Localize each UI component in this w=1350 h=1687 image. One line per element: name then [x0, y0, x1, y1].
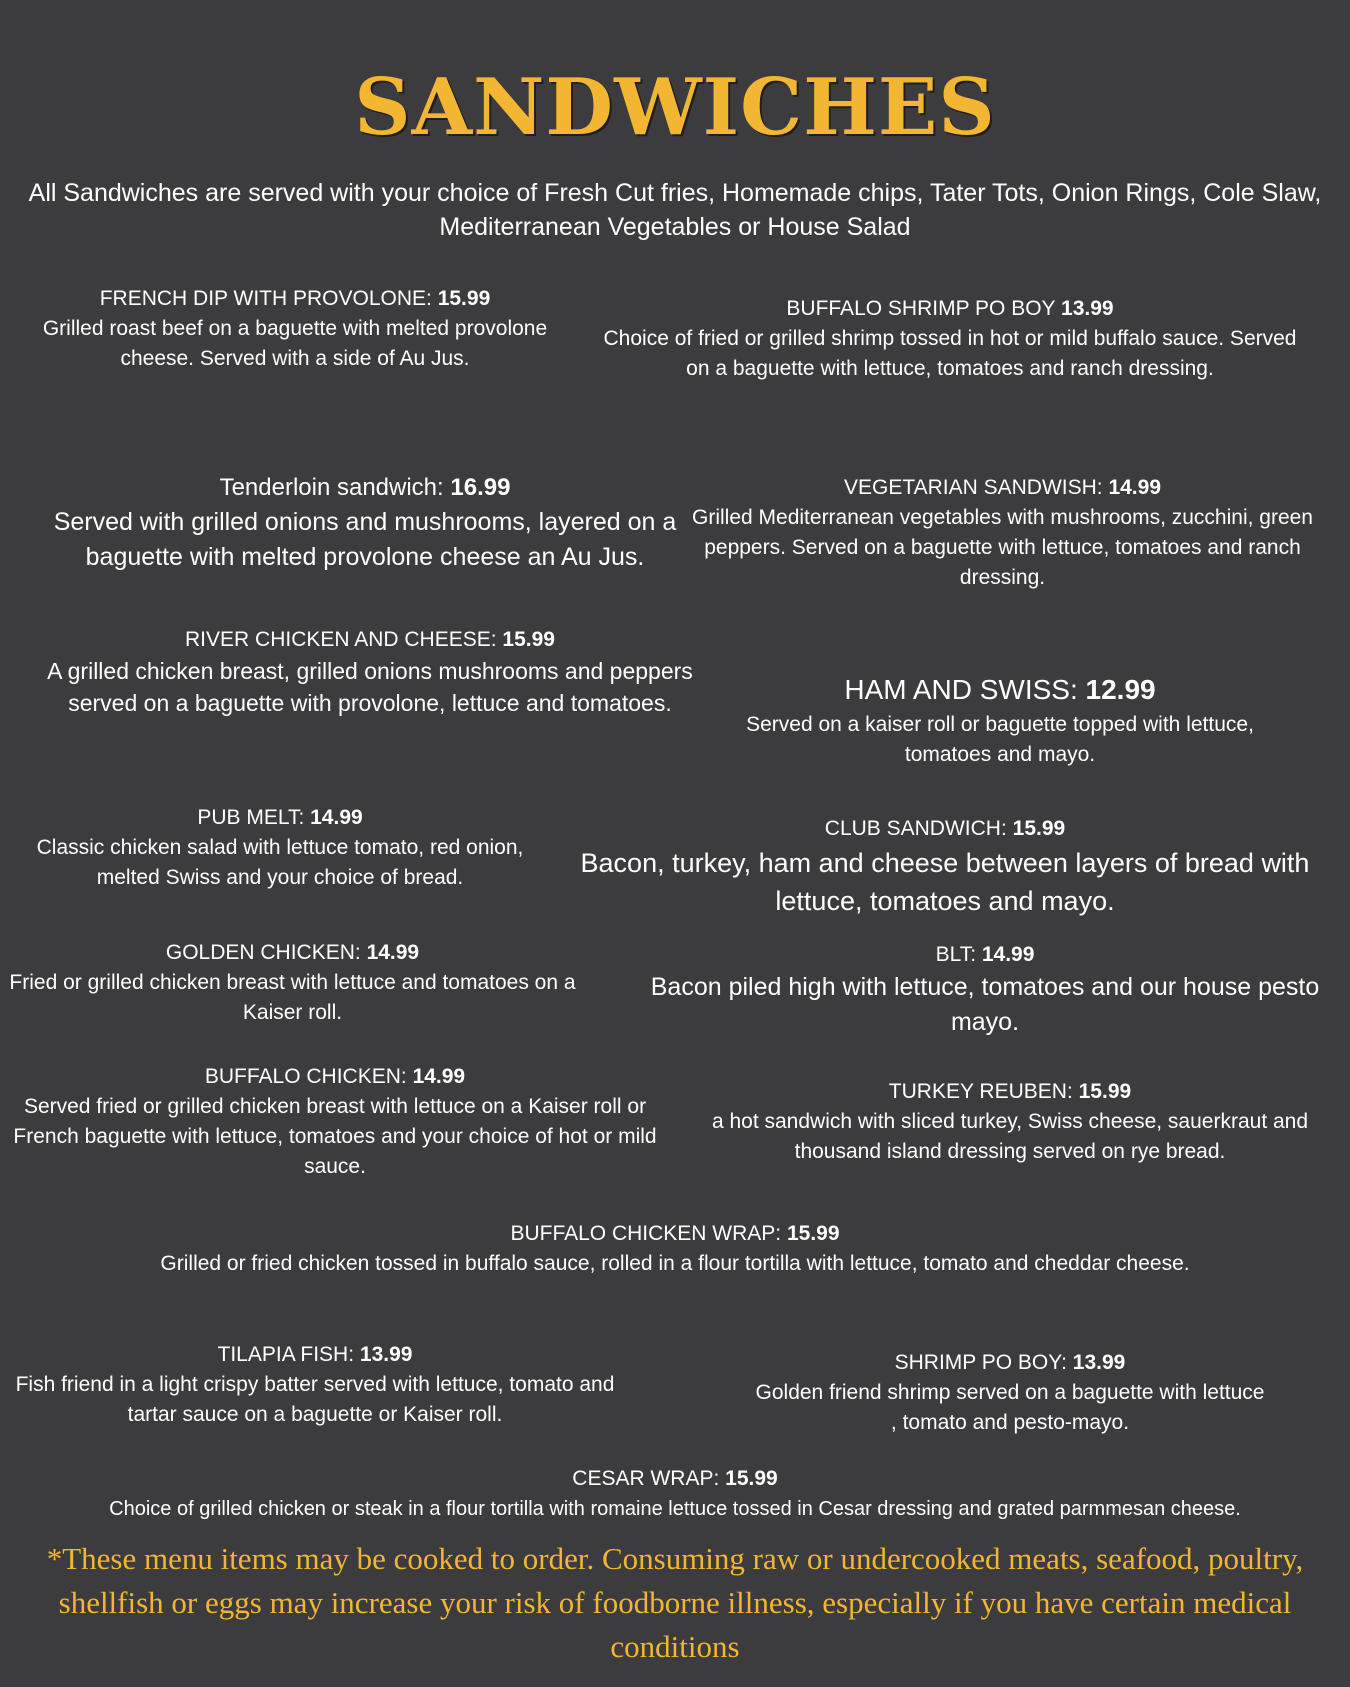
- item-description: a hot sandwich with sliced turkey, Swiss cheese, sauerkraut and thousand island dressing served on rye bread.: [711, 1110, 1309, 1163]
- item-name: CESAR WRAP:: [572, 1467, 726, 1490]
- item-heading: [700, 1077, 1320, 1107]
- menu-item-ham-and-swiss: [740, 670, 1260, 770]
- item-name: SHRIMP PO BOY:: [894, 1351, 1073, 1374]
- item-name: CLUB SANDWICH:: [824, 817, 1013, 840]
- menu-item-tilapia-fish: [0, 1340, 630, 1430]
- item-heading: [740, 670, 1260, 710]
- menu-item-cesar-wrap: [5, 1464, 1345, 1524]
- item-heading: [750, 1348, 1270, 1378]
- item-price: 13.99: [1072, 1351, 1126, 1374]
- item-heading: [50, 470, 680, 505]
- menu-item-vegetarian: [675, 473, 1330, 593]
- item-heading: [20, 1219, 1330, 1249]
- menu-item-river-chicken: [15, 625, 725, 719]
- item-description: Fish friend in a light crispy batter served with lettuce, tomato and tartar sauce on a baguette or Kaiser roll.: [15, 1373, 615, 1426]
- item-heading: [10, 1062, 660, 1092]
- item-heading: [675, 473, 1330, 503]
- menu-item-pub-melt: [30, 803, 530, 893]
- menu-item-buffalo-shrimp-po-boy: [590, 294, 1310, 384]
- item-price: 14.99: [1108, 476, 1162, 499]
- item-name: BUFFALO SHRIMP PO BOY: [786, 297, 1062, 320]
- item-description: Grilled or fried chicken tossed in buffalo sauce, rolled in a flour tortilla with lettuce, tomato and cheddar cheese.: [160, 1252, 1190, 1275]
- menu-title: SANDWICHES: [354, 62, 996, 153]
- item-description: Served on a kaiser roll or baguette topped with lettuce, tomatoes and mayo.: [746, 713, 1254, 766]
- menu-item-shrimp-po-boy: [750, 1348, 1270, 1438]
- item-price: 14.99: [366, 941, 420, 964]
- menu-item-golden-chicken: [0, 938, 585, 1028]
- item-heading: [0, 1340, 630, 1370]
- menu-item-turkey-reuben: [700, 1077, 1320, 1167]
- menu-item-french-dip: [40, 284, 550, 374]
- item-name: VEGETARIAN SANDWISH:: [843, 476, 1109, 499]
- item-heading: [565, 814, 1325, 844]
- item-heading: [15, 625, 725, 655]
- item-description: Grilled Mediterranean vegetables with mushrooms, zucchini, green peppers. Served on a baguette with lettuce, tomatoes and ranch dressing.: [692, 506, 1313, 589]
- item-description: Grilled roast beef on a baguette with melted provolone cheese. Served with a side of Au Jus.: [42, 317, 548, 370]
- item-price: 16.99: [450, 474, 511, 501]
- item-name: PUB MELT:: [197, 806, 311, 829]
- item-description: Fried or grilled chicken breast with lettuce and tomatoes on a Kaiser roll.: [9, 971, 576, 1024]
- item-price: 15.99: [437, 287, 491, 310]
- menu-item-buffalo-chicken-wrap: [20, 1219, 1330, 1279]
- item-name: Tenderloin sandwich:: [219, 474, 451, 501]
- item-description: Choice of fried or grilled shrimp tossed in hot or mild buffalo sauce. Served on a baguette with lettuce, tomatoes and ranch dressing.: [603, 327, 1297, 380]
- item-name: HAM AND SWISS:: [844, 674, 1086, 705]
- item-name: FRENCH DIP WITH PROVOLONE:: [99, 287, 438, 310]
- menu-item-tenderloin: [50, 470, 680, 575]
- item-price: 13.99: [1061, 297, 1114, 320]
- item-price: 12.99: [1085, 674, 1156, 705]
- item-name: BUFFALO CHICKEN WRAP:: [510, 1222, 787, 1245]
- item-price: 13.99: [359, 1343, 413, 1366]
- menu-item-club-sandwich: [565, 814, 1325, 920]
- item-name: BLT:: [935, 943, 982, 966]
- item-description: Golden friend shrimp served on a baguette with lettuce , tomato and pesto-mayo.: [755, 1381, 1265, 1434]
- item-name: TURKEY REUBEN:: [888, 1080, 1079, 1103]
- item-name: TILAPIA FISH:: [217, 1343, 360, 1366]
- item-description: Choice of grilled chicken or steak in a flour tortilla with romaine lettuce tossed in Cesar dressing and grated parmmesan cheese.: [109, 1498, 1241, 1520]
- item-price: 14.99: [981, 943, 1035, 966]
- item-heading: [40, 284, 550, 314]
- item-price: 15.99: [502, 628, 555, 651]
- item-heading: [5, 1464, 1345, 1494]
- item-price: 15.99: [1012, 817, 1066, 840]
- item-description: Classic chicken salad with lettuce tomato, red onion, melted Swiss and your choice of bread.: [36, 836, 524, 889]
- item-heading: [590, 294, 1310, 324]
- menu-subtitle: All Sandwiches are served with your choice of Fresh Cut fries, Homemade chips, Tater Tots, Onion Rings, Cole Slaw, Mediterranean Vegetables or House Salad: [28, 179, 1322, 241]
- item-description: Served with grilled onions and mushrooms, layered on a baguette with melted provolone cheese an Au Jus.: [53, 508, 677, 571]
- item-heading: [0, 938, 585, 968]
- item-description: A grilled chicken breast, grilled onions mushrooms and peppers served on a baguette with provolone, lettuce and tomatoes.: [47, 658, 693, 716]
- item-name: GOLDEN CHICKEN:: [165, 941, 367, 964]
- item-description: Bacon, turkey, ham and cheese between layers of bread with lettuce, tomatoes and mayo.: [580, 848, 1310, 916]
- item-price: 14.99: [310, 806, 363, 829]
- item-heading: [620, 940, 1350, 970]
- item-name: RIVER CHICKEN AND CHEESE:: [185, 628, 503, 651]
- item-price: 15.99: [725, 1467, 778, 1490]
- item-description: Served fried or grilled chicken breast with lettuce on a Kaiser roll or French baguette with lettuce, tomatoes and your choice of hot or mild sauce.: [13, 1095, 657, 1178]
- item-price: 15.99: [1078, 1080, 1132, 1103]
- menu-item-buffalo-chicken: [10, 1062, 660, 1182]
- menu-item-blt: [620, 940, 1350, 1040]
- item-price: 14.99: [412, 1065, 466, 1088]
- item-price: 15.99: [786, 1222, 840, 1245]
- item-description: Bacon piled high with lettuce, tomatoes and our house pesto mayo.: [650, 973, 1320, 1036]
- item-name: BUFFALO CHICKEN:: [204, 1065, 413, 1088]
- item-heading: [30, 803, 530, 833]
- food-safety-disclaimer: *These menu items may be cooked to order. Consuming raw or undercooked meats, seafood, poultry, shellfish or eggs may increase your risk of foodborne illness, especially if you have certain medical conditions: [46, 1541, 1304, 1664]
